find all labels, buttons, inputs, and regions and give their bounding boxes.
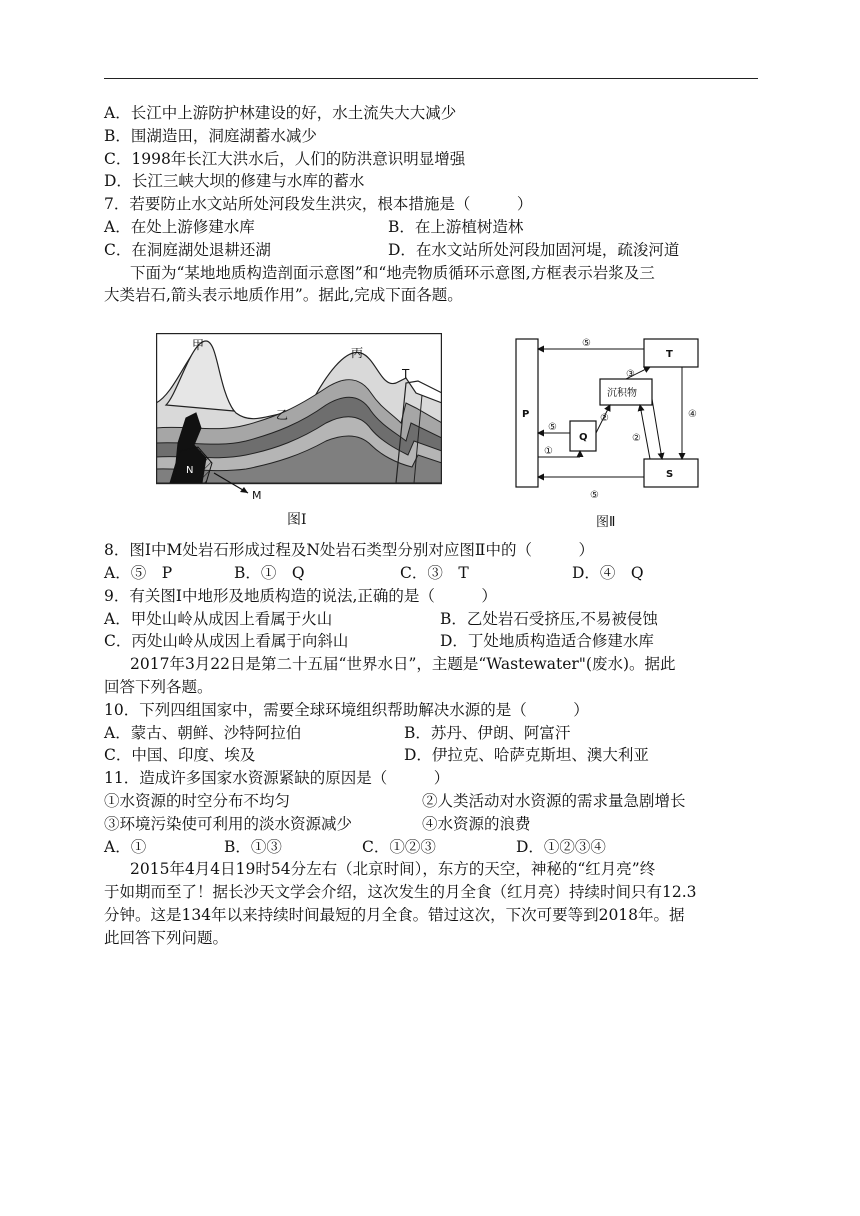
intro-water-line1: 2017年3月22日是第二十五届“世界水日”，主题是“Wastewater"(废水)。据此 bbox=[130, 655, 676, 674]
q11-option-a: A．① bbox=[104, 837, 147, 856]
option-a: A．长江中上游防护林建设的好，水土流失大大减少 bbox=[104, 104, 457, 122]
q11-option-b: B．①③ bbox=[224, 837, 282, 856]
q8-option-a: A．⑤ P bbox=[104, 563, 173, 582]
question-9-options-row1 bbox=[104, 608, 764, 631]
q10-option-a: A．蒙古、朝鲜、沙特阿拉伯 bbox=[104, 723, 302, 742]
q11-option-c: C．①②③ bbox=[362, 837, 436, 856]
box-p: P bbox=[522, 409, 530, 421]
q8-option-c: C．③ T bbox=[400, 563, 469, 582]
intro-geology-line2: 大类岩石,箭头表示地质作用”。据此,完成下面各题。 bbox=[104, 286, 463, 305]
arrow-label-top: ⑤ bbox=[582, 338, 591, 350]
arrow-label-5-mid: ⑤ bbox=[548, 422, 557, 434]
question-7-stem: 7．若要防止水文站所处河段发生洪灾，根本措施是（ ） bbox=[104, 195, 533, 214]
q9-option-b: B．乙处岩石受挤压,不易被侵蚀 bbox=[440, 609, 658, 628]
document-body bbox=[104, 102, 764, 950]
q11-statement-2: ②人类活动对水资源的需求量急剧增长 bbox=[422, 791, 686, 810]
question-11-stem: 11．造成许多国家水资源紧缺的原因是（ ） bbox=[104, 769, 450, 788]
q11-option-d: D．①②③④ bbox=[516, 837, 606, 856]
question-11-statements-row1 bbox=[104, 790, 764, 813]
option-b: B．围湖造田，洞庭湖蓄水减少 bbox=[104, 126, 317, 145]
intro-moon-line1: 2015年4月4日19时54分左右（北京时间），东方的天空，神秘的“红月亮”终 bbox=[130, 860, 656, 879]
arrow-label-5-bottom: ⑤ bbox=[590, 490, 599, 502]
q10-option-b: B．苏丹、伊朗、阿富汗 bbox=[404, 723, 571, 742]
arrow-label-3: ③ bbox=[626, 369, 635, 381]
label-n: N bbox=[186, 465, 194, 477]
q7-option-c: C．在洞庭湖处退耕还湖 bbox=[104, 240, 271, 259]
option-d: D．长江三峡大坝的修建与水库的蓄水 bbox=[104, 172, 365, 191]
q9-option-c: C．丙处山岭从成因上看属于向斜山 bbox=[104, 632, 349, 651]
intro-moon-line2: 于如期而至了！据长沙天文学会介绍，这次发生的月全食（红月亮）持续时间只有12.3 bbox=[104, 883, 697, 902]
question-7-options-row2 bbox=[104, 239, 764, 262]
q8-option-d: D．④ Q bbox=[572, 563, 644, 582]
arrow-label-2-right: ② bbox=[632, 433, 641, 445]
figure-2-caption: 图Ⅱ bbox=[596, 515, 616, 531]
box-t: T bbox=[666, 349, 673, 361]
arrow-label-2-left: ② bbox=[600, 413, 609, 425]
label-jia: 甲 bbox=[192, 338, 205, 353]
question-8-options bbox=[104, 562, 764, 585]
q11-statement-3: ③环境污染使可利用的淡水资源减少 bbox=[104, 814, 353, 833]
rock-cycle-figure bbox=[514, 337, 714, 505]
q7-option-a: A．在处上游修建水库 bbox=[104, 217, 255, 236]
intro-geology-line1: 下面为“某地地质构造剖面示意图”和“地壳物质循环示意图,方框表示岩浆及三 bbox=[130, 263, 655, 282]
box-sediment: 沉积物 bbox=[607, 388, 637, 400]
figures bbox=[104, 307, 764, 539]
question-11-statements-row2 bbox=[104, 813, 764, 836]
label-ding: T bbox=[402, 367, 410, 382]
question-8-stem: 8．图Ⅰ中M处岩石形成过程及N处岩石类型分别对应图Ⅱ中的（ ） bbox=[104, 541, 594, 560]
question-9-stem: 9．有关图Ⅰ中地形及地质构造的说法,正确的是（ ） bbox=[104, 586, 497, 605]
intro-moon-line3: 分钟。这是134年以来持续时间最短的月全食。错过这次，下次可要等到2018年。据 bbox=[104, 905, 685, 924]
box-s: S bbox=[666, 469, 674, 481]
q10-option-c: C．中国、印度、埃及 bbox=[104, 746, 256, 765]
option-c: C．1998年长江大洪水后，人们的防洪意识明显增强 bbox=[104, 149, 466, 168]
q7-option-b: B．在上游植树造林 bbox=[388, 217, 524, 236]
header-rule bbox=[104, 78, 758, 79]
q8-option-b: B．① Q bbox=[234, 563, 305, 582]
q9-option-a: A．甲处山岭从成因上看属于火山 bbox=[104, 609, 333, 628]
q11-statement-1: ①水资源的时空分布不均匀 bbox=[104, 791, 291, 810]
label-m: M bbox=[252, 489, 262, 503]
geologic-section-figure bbox=[156, 333, 442, 505]
question-10-options-row1 bbox=[104, 722, 764, 745]
box-q: Q bbox=[579, 432, 588, 444]
intro-moon-line4: 此回答下列问题。 bbox=[104, 928, 229, 947]
figure-1-caption: 图Ⅰ bbox=[287, 512, 307, 529]
arrow-label-1: ① bbox=[544, 446, 553, 458]
q7-option-d: D．在水文站所处河段加固河堤，疏浚河道 bbox=[388, 240, 680, 259]
label-yi: 乙 bbox=[276, 408, 289, 423]
question-9-options-row2 bbox=[104, 630, 764, 653]
question-10-stem: 10．下列四组国家中，需要全球环境组织帮助解决水源的是（ ） bbox=[104, 700, 589, 719]
label-bing: 丙 bbox=[351, 346, 364, 361]
question-11-options bbox=[104, 836, 764, 859]
intro-water-line2: 回答下列各题。 bbox=[104, 677, 213, 696]
q9-option-d: D．丁处地质构造适合修建水库 bbox=[440, 632, 654, 651]
q10-option-d: D．伊拉克、哈萨克斯坦、澳大利亚 bbox=[404, 746, 649, 765]
arrow-label-4: ④ bbox=[688, 409, 697, 421]
q11-statement-4: ④水资源的浪费 bbox=[422, 814, 531, 833]
question-7-options-row1 bbox=[104, 216, 764, 239]
question-10-options-row2 bbox=[104, 744, 764, 767]
